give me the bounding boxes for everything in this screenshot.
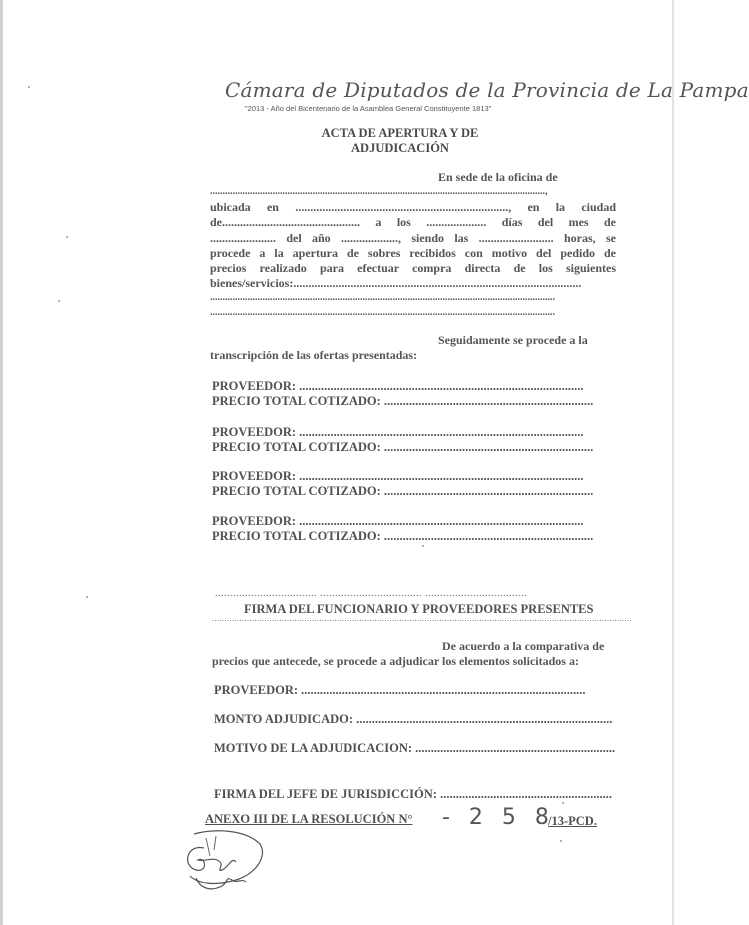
- transcription-line-2: transcripción de las ofertas presentadas:: [210, 348, 418, 362]
- resolution-number: - 2 5 8: [442, 805, 555, 830]
- offer-4-supplier: PROVEEDOR: ...........................................................................................: [212, 514, 584, 528]
- bicentennial-subtitle: "2013 - Año del Bicentenario de la Asamblea General Constituyente 1813": [245, 104, 492, 113]
- scan-speck: [58, 300, 60, 302]
- page-right-edge: [672, 0, 674, 925]
- resolution-suffix: /13-PCD.: [548, 814, 597, 828]
- opening-line-2: ......................................................................................................................................,: [210, 186, 548, 197]
- opening-line-8: bienes/servicios:................................................................................................: [210, 276, 582, 290]
- page-left-edge: [0, 0, 3, 925]
- opening-line-4: de.............................................. a los .................... días del mes de: [210, 215, 616, 229]
- opening-line-1: En sede de la oficina de: [438, 170, 558, 184]
- offer-1-supplier: PROVEEDOR: ...........................................................................................: [212, 379, 584, 393]
- offer-4-price: PRECIO TOTAL COTIZADO: ...................................................................: [212, 529, 594, 543]
- opening-line-5: ...................... del año ..................., siendo las ......................... horas, se: [210, 231, 616, 245]
- jurisdiction-signature: FIRMA DEL JEFE DE JURISDICCIÓN: .......................................................: [214, 787, 612, 801]
- document-title: ACTA DE APERTURA Y DE ADJUDICACIÓN: [321, 126, 479, 155]
- opening-line-7: precios realizado para efectuar compra directa de los siguientes: [210, 261, 616, 275]
- opening-line-10: ..........................................................................................................................................: [210, 307, 555, 318]
- awarded-amount: MONTO ADJUDICADO: ..................................................................................: [214, 712, 613, 726]
- scan-speck: [28, 86, 30, 88]
- scan-speck: [86, 596, 88, 598]
- offer-3-price: PRECIO TOTAL COTIZADO: ...................................................................: [212, 484, 594, 498]
- opening-line-6: procede a la apertura de sobres recibidos con motivo del pedido de: [210, 246, 616, 260]
- award-line-1: De acuerdo a la comparativa de: [442, 639, 605, 653]
- scan-speck: [560, 840, 562, 842]
- transcription-line-1: Seguidamente se procede a la: [438, 333, 588, 347]
- award-reason: MOTIVO DE LA ADJUDICACION: ................................................................: [214, 741, 616, 755]
- offer-3-supplier: PROVEEDOR: ...........................................................................................: [212, 469, 584, 483]
- annex-label: ANEXO III DE LA RESOLUCIÓN N°: [205, 812, 413, 826]
- opening-line-9: ..........................................................................................................................................: [210, 292, 555, 303]
- opening-line-3: ubicada en ......................................................................., en la ciudad: [210, 200, 616, 214]
- offer-2-price: PRECIO TOTAL COTIZADO: ...................................................................: [212, 440, 594, 454]
- awarded-supplier: PROVEEDOR: ...........................................................................................: [214, 683, 586, 697]
- offer-1-price: PRECIO TOTAL COTIZADO: ...................................................................: [212, 394, 594, 408]
- signature-lines: .................................. .................................. ..................................: [215, 588, 527, 599]
- dotted-rule: ........................................................................................................................................................................: [212, 614, 632, 623]
- scan-speck: [422, 545, 424, 547]
- scan-speck: [562, 802, 564, 804]
- signatures-caption: FIRMA DEL FUNCIONARIO Y PROVEEDORES PRESENTES: [244, 602, 594, 616]
- offer-2-supplier: PROVEEDOR: ...........................................................................................: [212, 425, 584, 439]
- award-line-2: precios que antecede, se procede a adjudicar los elementos solicitados a:: [212, 654, 579, 668]
- handwritten-signature: [176, 826, 276, 896]
- chamber-title: Cámara de Diputados de la Provincia de La Pampa: [225, 78, 749, 102]
- scan-speck: [66, 236, 68, 238]
